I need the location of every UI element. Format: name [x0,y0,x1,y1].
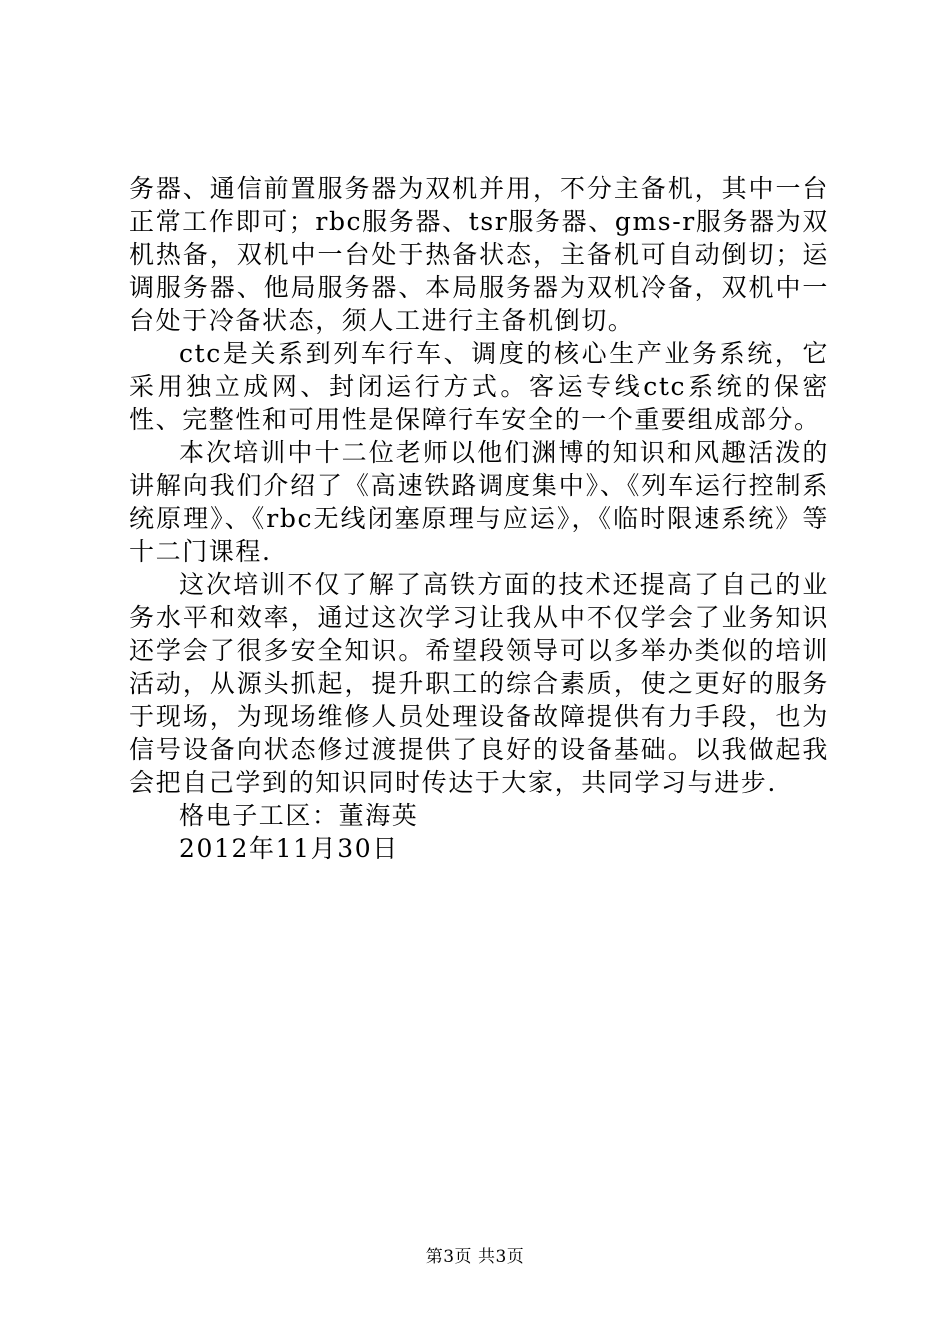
document-body [129,172,829,865]
paragraph-reflection: 这次培训不仅了解了高铁方面的技术还提高了自己的业务水平和效率，通过这次学习让我从中不仅学会了业务知识还学会了很多安全知识。希望段领导可以多举办类似的培训活动，从源头抓起，提升职工的综合素质，使之更好的服务于现场，为现场维修人员处理设备故障提供有力手段，也为信号设备向状态修过渡提供了良好的设备基础。以我做起我会把自己学到的知识同时传达于大家，共同学习与进步. [129,570,829,797]
page-footer: 第3页 共3页 [425,1247,525,1267]
paragraph-training: 本次培训中十二位老师以他们渊博的知识和风趣活泼的讲解向我们介绍了《高速铁路调度集中》、《列车运行控制系统原理》、《rbc无线闭塞原理与应运》，《临时限速系统》等十二门课程. [129,438,829,566]
paragraph-ctc: ctc是关系到列车行车、调度的核心生产业务系统，它采用独立成网、封闭运行方式。客运专线ctc系统的保密性、完整性和可用性是保障行车安全的一个重要组成部分。 [129,339,829,434]
signature-author: 格电子工区：董海英 [179,801,419,830]
paragraph-servers: 务器、通信前置服务器为双机并用，不分主备机，其中一台正常工作即可；rbc服务器、tsr服务器、gms-r服务器为双机热备，双机中一台处于热备状态，主备机可自动倒切；运调服务器、他局服务器、本局服务器为双机冷备，双机中一台处于冷备状态，须人工进行主备机倒切。 [129,174,829,335]
signature-date: 2012年11月30日 [179,834,399,863]
